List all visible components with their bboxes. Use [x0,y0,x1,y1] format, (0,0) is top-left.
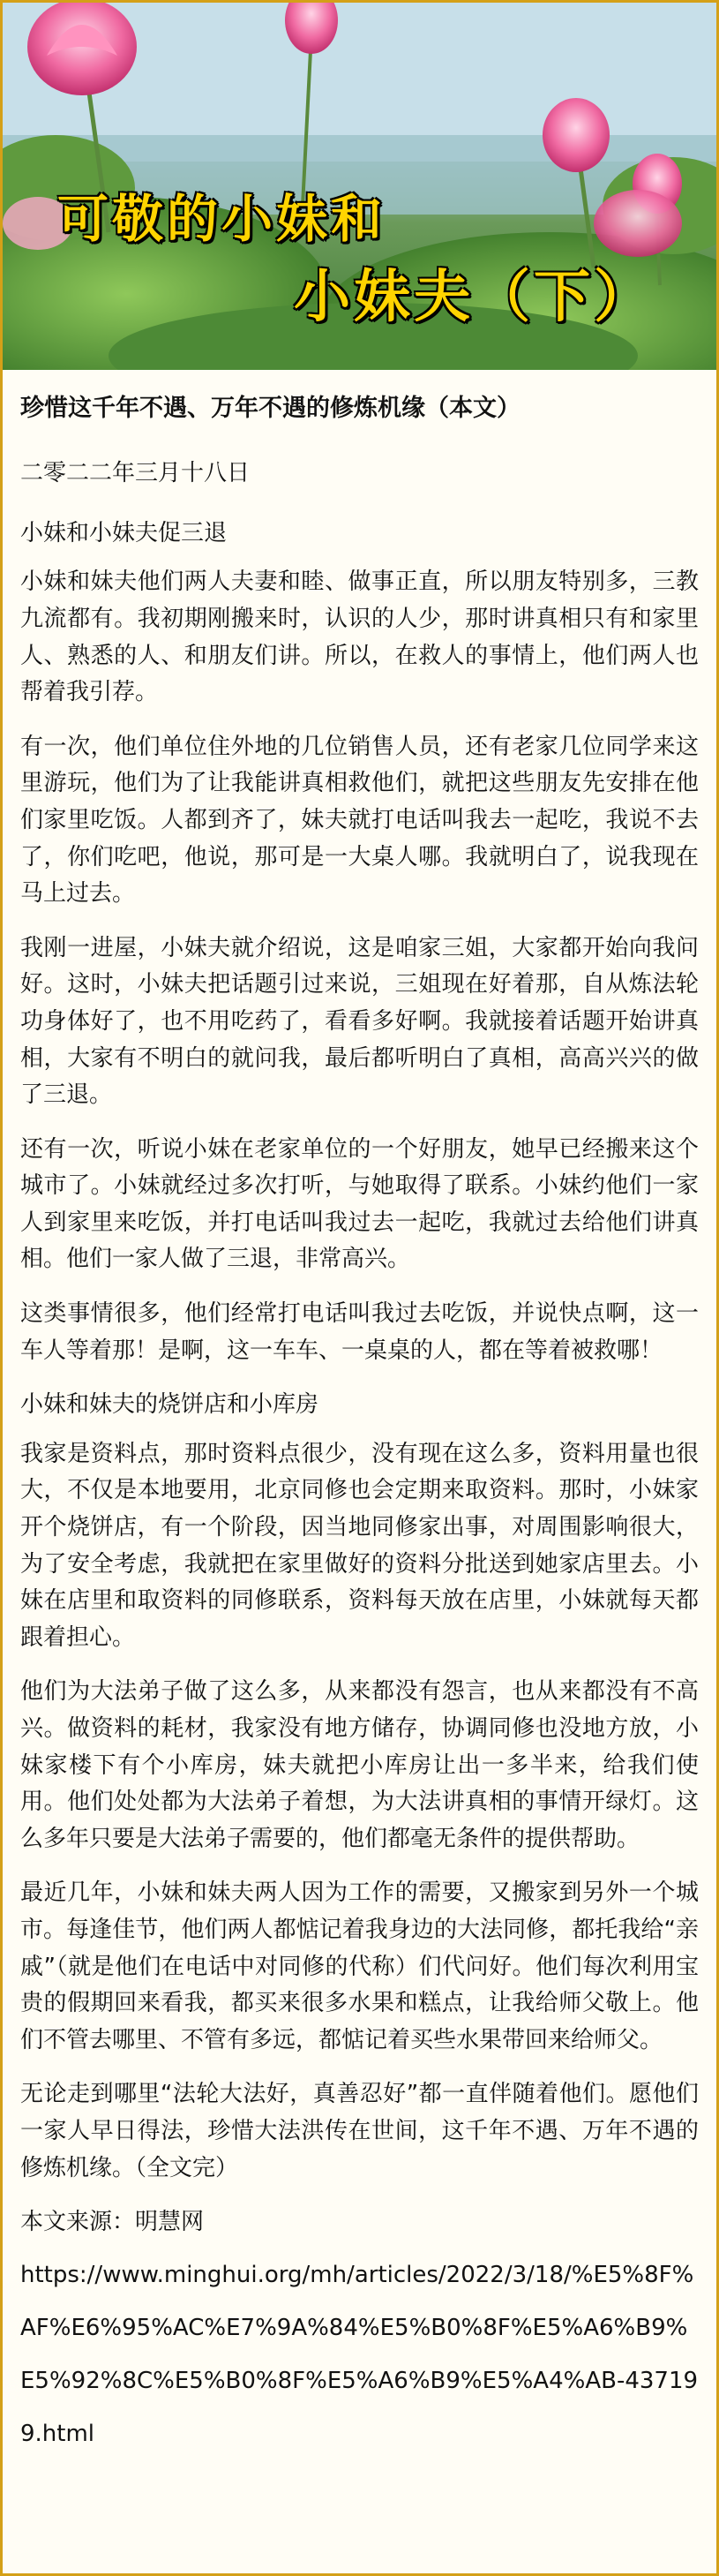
article-body [3,370,716,2460]
source-link[interactable]: https://www.minghui.org/mh/articles/2022/3/18/%E5%8F%AF%E6%95%AC%E7%9A%84%E5%B0%8F%E5%A6%B9%E5%92%8C%E5%B0%8F%E5%A6%B9%E5%A4%AB-437199.html [20,2261,699,2447]
section-heading-1: 小妹和小妹夫促三退 [20,519,228,546]
paragraph: 我家是资料点，那时资料点很少，没有现在这么多，资料用量也很大，不仅是本地要用，北京同修也会定期来取资料。那时，小妹家开个烧饼店，有一个阶段，因当地同修家出事，对周围影响很大，为了安全考虑，我就把在家里做好的资料分批送到她家店里去。小妹在店里和取资料的同修联系，资料每天放在店里，小妹就每天都跟着担心。 [20,1440,699,1651]
article-date: 二零二二年三月十八日 [20,460,251,487]
article-title: 珍惜这千年不遇、万年不遇的修炼机缘（本文） [20,395,521,422]
paragraph: 有一次，他们单位住外地的几位销售人员，还有老家几位同学来这里游玩，他们为了让我能讲真相救他们，就把这些朋友先安排在他们家里吃饭。人都到齐了，妹夫就打电话叫我去一起吃，我说不去了，你们吃吧，他说，那可是一大桌人哪。我就明白了，说我现在马上过去。 [20,733,699,908]
paragraph: 还有一次，听说小妹在老家单位的一个好朋友，她早已经搬来这个城市了。小妹就经过多次打听，与她取得了联系。小妹约他们一家人到家里来吃饭，并打电话叫我过去一起吃，我就过去给他们讲真相。他们一家人做了三退，非常高兴。 [20,1135,699,1273]
paragraph: 这类事情很多，他们经常打电话叫我过去吃饭，并说快点啊，这一车人等着那！是啊，这一车车、一桌桌的人，都在等着被救哪！ [20,1300,699,1364]
paragraph: 他们为大法弟子做了这么多，从来都没有怨言，也从来都没有不高兴。做资料的耗材，我家没有地方储存，协调同修也没地方放，小妹家楼下有个小库房，妹夫就把小库房让出一多半来，给我们使用。他们处处都为大法弟子着想，为大法讲真相的事情开绿灯。这么多年只要是大法弟子需要的，他们都毫无条件的提供帮助。 [20,1678,699,1852]
paragraph: 小妹和妹夫他们两人夫妻和睦、做事正直，所以朋友特别多，三教九流都有。我初期刚搬来时，认识的人少，那时讲真相只有和家里人、熟悉的人、和朋友们讲。所以，在救人的事情上，他们两人也帮着我引荐。 [20,569,699,706]
paragraph: 我刚一进屋，小妹夫就介绍说，这是咱家三姐，大家都开始向我问好。这时，小妹夫把话题引过来说，三姐现在好着那，自从炼法轮功身体好了，也不用吃药了，看看多好啊。我就接着话题开始讲真相，大家有不明白的就问我，最后都听明白了真相，高高兴兴的做了三退。 [20,934,699,1109]
banner-title-line-2: 小妹夫（下） [294,265,654,330]
paragraph: 无论走到哪里“法轮大法好，真善忍好”都一直伴随着他们。愿他们一家人早日得法，珍惜大法洪传在世间，这千年不遇、万年不遇的修炼机缘。（全文完） [20,2081,699,2181]
banner-title-line-1: 可敬的小妹和 [57,189,386,249]
lotus-banner [3,3,716,370]
paragraph: 最近几年，小妹和妹夫两人因为工作的需要，又搬家到另外一个城市。每逢佳节，他们两人都惦记着我身边的大法同修，都托我给“亲戚”（就是他们在电话中对同修的代称）们代问好。他们每次利用宝贵的假期回来看我，都买来很多水果和糕点，让我给师父敬上。他们不管去哪里、不管有多远，都惦记着买些水果带回来给师父。 [20,1879,699,2053]
source-label: 本文来源：明慧网 [20,2209,205,2236]
section-heading-2: 小妹和妹夫的烧饼店和小库房 [20,1391,319,1419]
